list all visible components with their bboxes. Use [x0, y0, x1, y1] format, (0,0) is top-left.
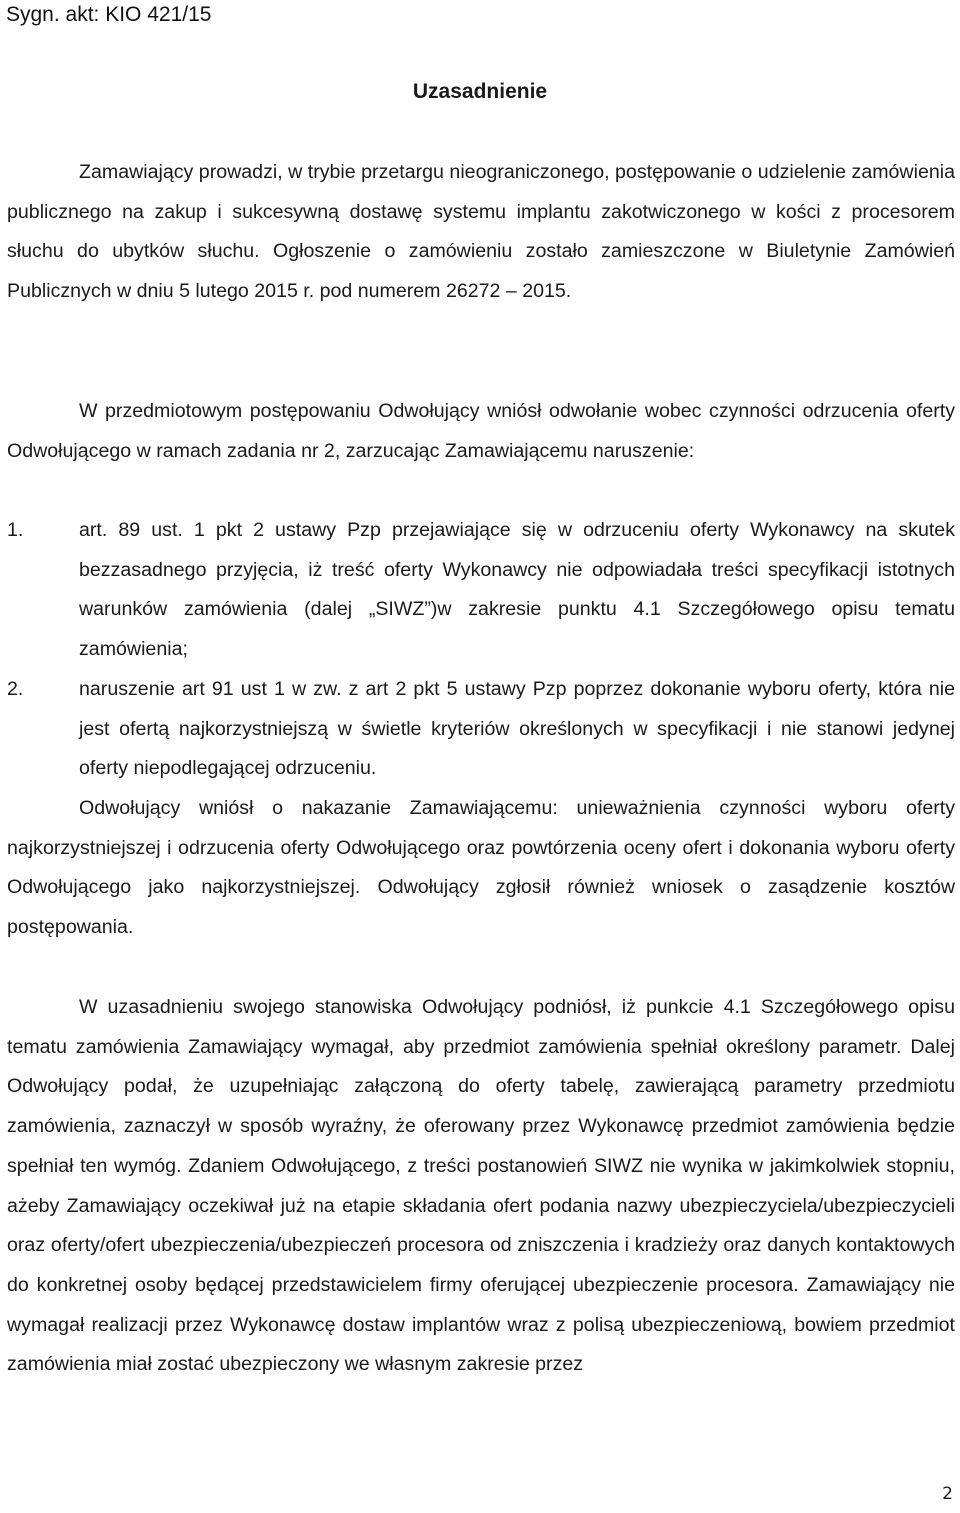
- paragraph-demands: Odwołujący wniósł o nakazanie Zamawiającemu: unieważnienia czynności wyboru oferty najkorzystniejszej i odrzucenia oferty Odwołującego oraz powtórzenia oceny ofert i dokonania wyboru oferty Odwołującego jako najkorzystniejszej. Odwołujący zgłosił również wniosek o zasądzenie kosztów postępowania.: [7, 797, 955, 939]
- list-item-number: 2.: [7, 677, 24, 700]
- paragraph-intro: Zamawiający prowadzi, w trybie przetargu nieograniczonego, postępowanie o udzielenie zamówienia publicznego na zakup i sukcesywną dostawę systemu implantu zakotwiczonego w kości z procesorem słuchu do ubytków słuchu. Ogłoszenie o zamówieniu zostało zamieszczone w Biuletynie Zamówień Publicznych w dniu 5 lutego 2015 r. pod numerem 26272 – 2015.: [7, 161, 955, 303]
- page-number: 2: [942, 1484, 953, 1504]
- case-signature: Sygn. akt: KIO 421/15: [6, 3, 212, 26]
- paragraph-appeal: W przedmiotowym postępowaniu Odwołujący wniósł odwołanie wobec czynności odrzucenia oferty Odwołującego w ramach zadania nr 2, zarzucając Zamawiającemu naruszenie:: [7, 400, 955, 462]
- violations-list: [7, 511, 955, 789]
- list-item-text: art. 89 ust. 1 pkt 2 ustawy Pzp przejawiające się w odrzuceniu oferty Wykonawcy na skutek bezzasadnego przyjęcia, iż treść oferty Wykonawcy nie odpowiadała treści specyfikacji istotnych warunków zamówienia (dalej „SIWZ”)w zakresie punktu 4.1 Szczegółowego opisu tematu zamówienia;: [79, 519, 955, 661]
- list-item-text: naruszenie art 91 ust 1 w zw. z art 2 pkt 5 ustawy Pzp poprzez dokonanie wyboru oferty, która nie jest ofertą najkorzystniejszą w świetle kryteriów określonych w specyfikacji i nie stanowi jedynej oferty niepodlegającej odrzuceniu.: [79, 677, 955, 780]
- list-item: [7, 511, 955, 670]
- paragraph-justification: W uzasadnieniu swojego stanowiska Odwołujący podniósł, iż punkcie 4.1 Szczegółowego opisu tematu zamówienia Zamawiający wymagał, aby przedmiot zamówienia spełniał określony parametr. Dalej Odwołujący podał, że uzupełniając załączoną do oferty tabelę, zawierającą parametry przedmiotu zamówienia, zaznaczył w sposób wyraźny, że oferowany przez Wykonawcę przedmiot zamówienia będzie spełniał ten wymóg. Zdaniem Odwołującego, z treści postanowień SIWZ nie wynika w jakimkolwiek stopniu, ażeby Zamawiający oczekiwał już na etapie składania ofert podania nazwy ubezpieczyciela/ubezpieczycieli oraz oferty/ofert ubezpieczenia/ubezpieczeń procesora od zniszczenia i kradzieży oraz danych kontaktowych do konkretnej osoby będącej przedstawicielem firmy oferującej ubezpieczenie procesora. Zamawiający nie wymagał realizacji przez Wykonawcę dostaw implantów wraz z polisą ubezpieczeniową, bowiem przedmiot zamówienia miał zostać ubezpieczony we własnym zakresie przez: [7, 996, 955, 1376]
- list-item-number: 1.: [7, 519, 24, 541]
- document-title: Uzasadnienie: [412, 80, 548, 103]
- list-item: [7, 670, 955, 789]
